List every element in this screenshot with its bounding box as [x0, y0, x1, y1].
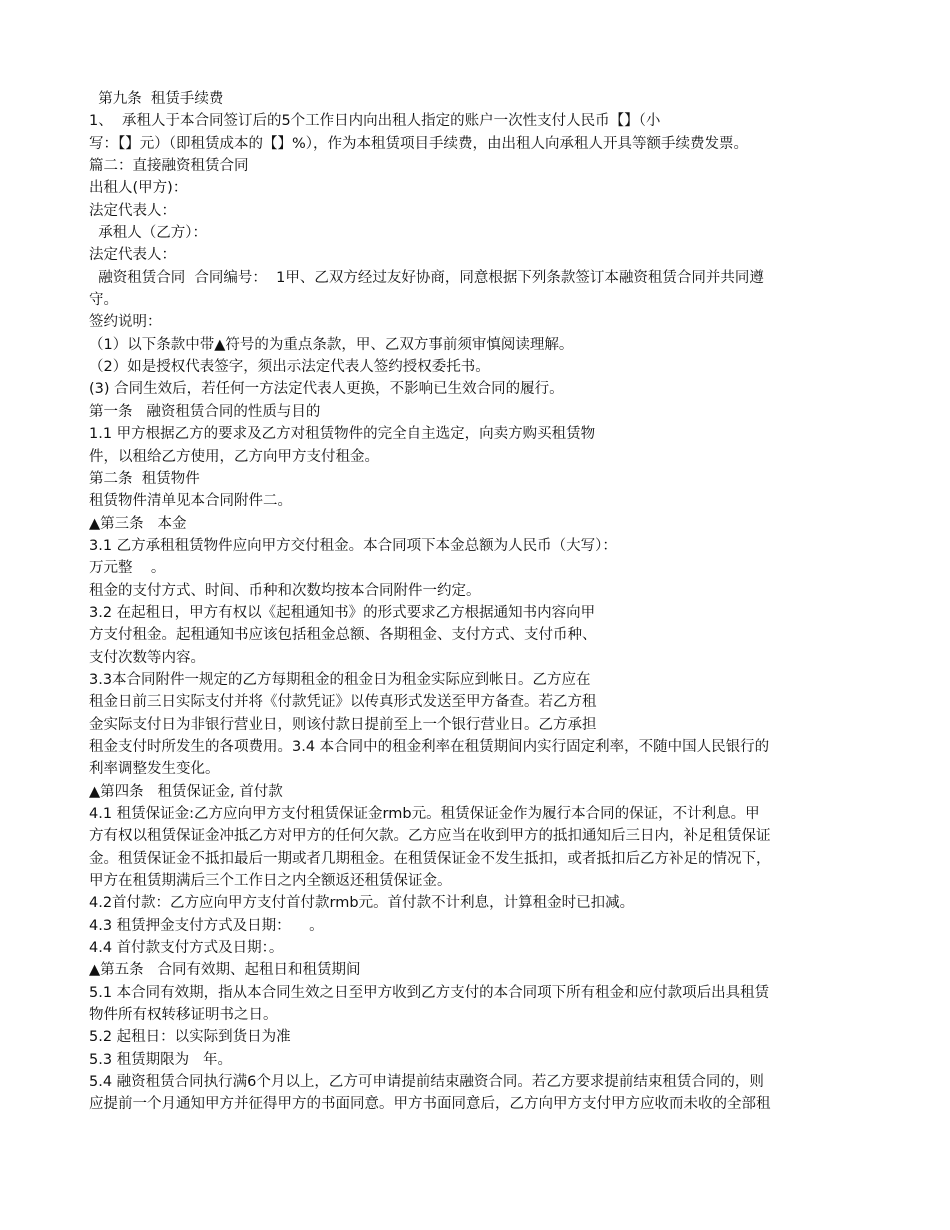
document-line: 3.3本合同附件一规定的乙方每期租金的租金日为租金实际应到帐日。乙方应在	[89, 671, 591, 688]
document-line: 方有权以租赁保证金冲抵乙方对甲方的任何欠款。乙方应当在收到甲方的抵扣通知后三日内，补足租赁保证	[89, 828, 771, 845]
document-line: 4.2首付款：乙方应向甲方支付首付款rmb元。首付款不计利息，计算租金时已扣减。	[89, 895, 635, 912]
document-line: 1.1 甲方根据乙方的要求及乙方对租赁物件的完全自主选定，向卖方购买租赁物	[89, 426, 596, 443]
document-line: 万元整 。	[89, 560, 166, 577]
document-line: 第九条 租赁手续费	[89, 91, 224, 107]
document-line: （1）以下条款中带▲符号的为重点条款，甲、乙双方事前须审慎阅读理解。	[89, 336, 574, 353]
document-line: 租金的支付方式、时间、币种和次数均按本合同附件一约定。	[89, 582, 481, 599]
document-line: 出租人(甲方)：	[89, 180, 188, 197]
document-line: 5.1 本合同有效期，指从本合同生效之日至甲方收到乙方支付的本合同项下所有租金和应付款项后出具租赁	[89, 984, 770, 1001]
document-line: (3) 合同生效后，若任何一方法定代表人更换，不影响已生效合同的履行。	[89, 381, 564, 398]
document-line: 第二条 租赁物件	[89, 470, 200, 487]
document-line: （2）如是授权代表签字，须出示法定代表人签约授权委托书。	[89, 359, 490, 376]
document-line: 1、 承租人于本合同签订后的5个工作日内向出租人指定的账户一次性支付人民币【】（小	[89, 113, 661, 130]
document-line: 签约说明：	[89, 314, 162, 331]
document-line: 件，以租给乙方使用，乙方向甲方支付租金。	[89, 448, 379, 465]
document-line: 租赁物件清单见本合同附件二。	[89, 493, 292, 510]
document-line: 融资租赁合同 合同编号： 1甲、乙双方经过友好协商，同意根据下列条款签订本融资租赁合同并共同遵	[89, 269, 764, 286]
document-line: 第一条 融资租赁合同的性质与目的	[89, 403, 321, 420]
document-line: 利率调整发生变化。	[89, 761, 220, 778]
document-line: 物件所有权转移证明书之日。	[89, 1007, 278, 1024]
document-line: 5.4 融资租赁合同执行满6个月以上，乙方可申请提前结束融资合同。若乙方要求提前结束租赁合同的，则	[89, 1074, 764, 1091]
document-line: ▲第三条 本金	[89, 515, 187, 532]
document-line: 篇二：直接融资租赁合同	[89, 158, 249, 175]
document-line: 法定代表人：	[89, 247, 176, 264]
document-line: 4.3 租赁押金支付方式及日期： 。	[89, 917, 324, 934]
document-line: 4.1 租赁保证金:乙方应向甲方支付租赁保证金rmb元。租赁保证金作为履行本合同的保证，不计利息。甲	[89, 806, 760, 822]
document-line: 应提前一个月通知甲方并征得甲方的书面同意。甲方书面同意后，乙方向甲方支付甲方应收而未收的全部租	[89, 1096, 771, 1113]
document-line: 金。租赁保证金不抵扣最后一期或者几期租金。在租赁保证金不发生抵扣，或者抵扣后乙方补足的情况下，	[89, 850, 771, 867]
document-line: 法定代表人：	[89, 202, 176, 219]
document-line: 守。	[89, 292, 118, 309]
document-line: 写：【】元）（即租赁成本的【】%），作为本租赁项目手续费，由出租人向承租人开具等额手续费发票。	[89, 135, 749, 152]
document-line: 支付次数等内容。	[89, 649, 205, 666]
document-line: 租金支付时所发生的各项费用。3.4 本合同中的租金利率在租赁期间内实行固定利率，不随中国人民银行的	[89, 738, 770, 755]
document-line: ▲第五条 合同有效期、起租日和租赁期间	[89, 962, 361, 979]
document-line: ▲第四条 租赁保证金, 首付款	[89, 783, 283, 800]
document-line: 3.2 在起租日，甲方有权以《起租通知书》的形式要求乙方根据通知书内容向甲	[89, 604, 596, 621]
document-line: 租金日前三日实际支付并将《付款凭证》以传真形式发送至甲方备查。若乙方租	[89, 694, 597, 711]
document-line: 承租人（乙方）：	[89, 225, 207, 242]
document-line: 3.1 乙方承租租赁物件应向甲方交付租金。本合同项下本金总额为人民币（大写）：	[89, 537, 617, 554]
document-line: 金实际支付日为非银行营业日，则该付款日提前至上一个银行营业日。乙方承担	[89, 716, 597, 733]
document-line: 5.3 租赁期限为 年。	[89, 1051, 232, 1068]
document-line: 甲方在租赁期满后三个工作日之内全额返还租赁保证金。	[89, 873, 452, 890]
document-line: 4.4 首付款支付方式及日期：。	[89, 940, 284, 957]
document-page	[89, 88, 879, 1116]
document-line: 5.2 起租日：以实际到货日为准	[89, 1029, 291, 1046]
document-line: 方支付租金。起租通知书应该包括租金总额、各期租金、支付方式、支付币种、	[89, 627, 597, 644]
